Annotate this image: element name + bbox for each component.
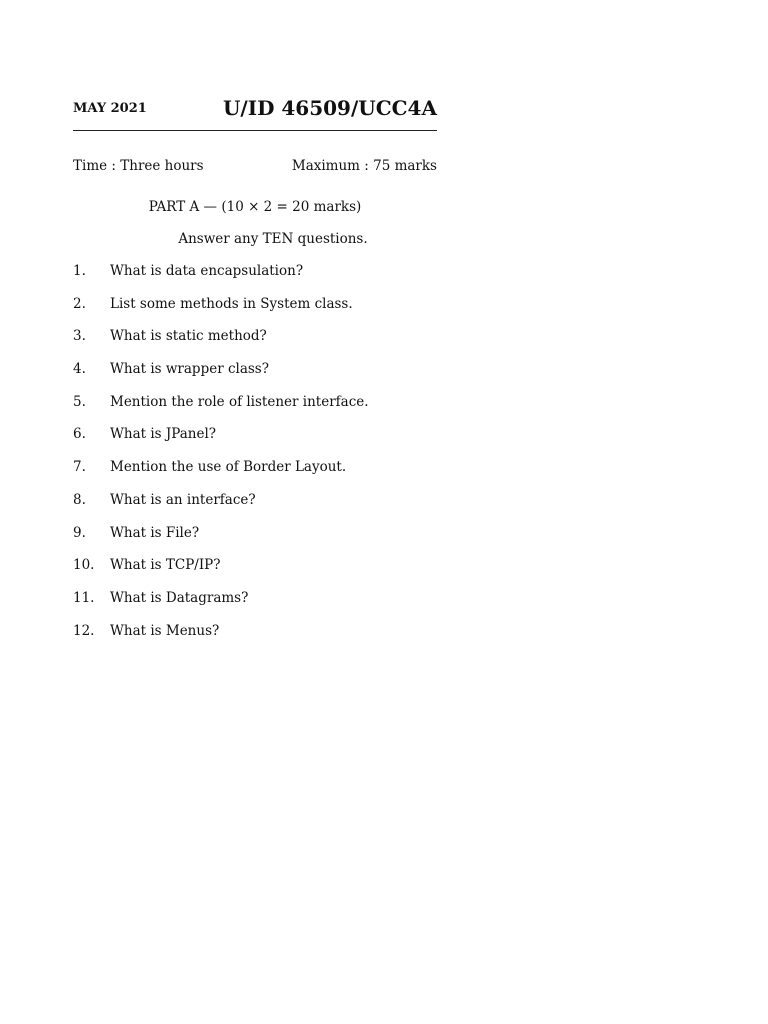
question-text: What is Datagrams?	[110, 589, 249, 606]
question-item	[73, 263, 453, 296]
part-title: PART A — (10 × 2 = 20 marks)	[148, 199, 362, 215]
question-text: What is wrapper class?	[110, 361, 269, 378]
question-number: 5.	[73, 393, 86, 410]
question-number: 8.	[73, 491, 86, 508]
question-item	[73, 557, 453, 590]
question-item	[73, 525, 453, 558]
question-text: Mention the use of Border Layout.	[110, 459, 347, 476]
question-number: 3.	[73, 328, 86, 345]
question-item	[73, 426, 453, 459]
question-number: 9.	[73, 524, 86, 541]
question-number: 4.	[73, 361, 86, 378]
paper-code: U/ID 46509/UCC4A	[222, 96, 437, 120]
question-number: 1.	[73, 263, 86, 279]
question-text: What is static method?	[110, 328, 267, 345]
exam-month: MAY 2021	[73, 101, 147, 116]
question-text: What is File?	[110, 524, 200, 541]
question-text: List some methods in System class.	[110, 295, 353, 312]
question-item	[73, 394, 453, 427]
maximum-marks: Maximum : 75 marks	[291, 158, 437, 174]
question-text: What is TCP/IP?	[110, 557, 221, 574]
question-list	[73, 263, 453, 655]
part-instruction: Answer any TEN questions.	[178, 231, 368, 247]
question-number: 2.	[73, 295, 86, 312]
header-divider	[73, 130, 437, 131]
question-number: 10.	[73, 557, 95, 574]
question-item	[73, 328, 453, 361]
question-number: 11.	[73, 589, 95, 606]
question-text: Mention the role of listener interface.	[110, 393, 369, 410]
question-item	[73, 590, 453, 623]
page-header	[73, 92, 437, 124]
question-item	[73, 459, 453, 492]
question-text: What is JPanel?	[110, 426, 217, 443]
question-number: 7.	[73, 459, 86, 476]
question-text: What is an interface?	[110, 491, 256, 508]
question-text: What is Menus?	[110, 622, 220, 639]
question-item	[73, 361, 453, 394]
question-item	[73, 623, 453, 656]
time-allowed: Time : Three hours	[73, 158, 204, 174]
question-number: 12.	[73, 622, 95, 639]
question-text: What is data encapsulation?	[110, 263, 304, 279]
question-item	[73, 296, 453, 329]
question-number: 6.	[73, 426, 86, 443]
question-item	[73, 492, 453, 525]
